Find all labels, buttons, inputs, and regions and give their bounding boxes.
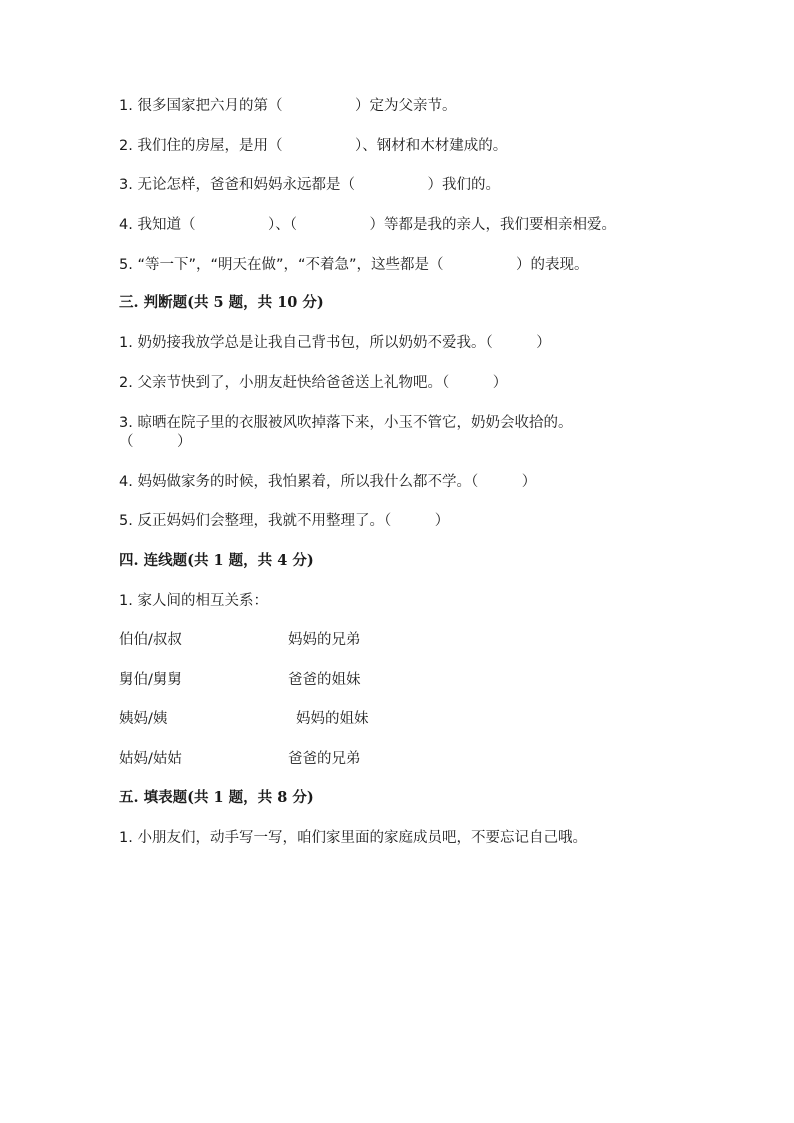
fill-blank-question-2: 2. 我们住的房屋，是用（ ）、钢材和木材建成的。: [119, 138, 508, 154]
matching-question: 1. 家人间的相互关系：: [119, 593, 268, 609]
matching-right-item: 爸爸的姐妹: [288, 672, 361, 688]
fill-blank-question-5: 5. “等一下”，“明天在做”，“不着急”，这些都是（ ）的表现。: [119, 257, 589, 273]
fill-blank-question-4: 4. 我知道（ ）、（ ）等都是我的亲人，我们要相亲相爱。: [119, 217, 616, 233]
section-heading-matching: 四. 连线题(共 1 题，共 4 分): [119, 552, 314, 569]
matching-right-item: 爸爸的兄弟: [288, 751, 361, 767]
matching-left-item: 姨妈/姨: [119, 711, 168, 727]
fill-blank-question-1: 1. 很多国家把六月的第（ ）定为父亲节。: [119, 98, 457, 114]
section-heading-table-fill: 五. 填表题(共 1 题，共 8 分): [119, 789, 314, 806]
section-heading-judge: 三. 判断题(共 5 题，共 10 分): [119, 294, 324, 311]
matching-right-item: 妈妈的兄弟: [288, 632, 361, 648]
matching-left-item: 姑妈/姑姑: [119, 751, 182, 767]
matching-left-item: 舅伯/舅舅: [119, 672, 182, 688]
judge-question-1: 1. 奶奶接我放学总是让我自己背书包，所以奶奶不爱我。（ ）: [119, 335, 551, 351]
judge-question-3: 3. 晾晒在院子里的衣服被风吹掉落下来，小玉不管它，奶奶会收拾的。: [119, 415, 573, 431]
fill-blank-question-3: 3. 无论怎样，爸爸和妈妈永远都是（ ）我们的。: [119, 177, 500, 193]
matching-left-item: 伯伯/叔叔: [119, 632, 182, 648]
judge-question-2: 2. 父亲节快到了，小朋友赶快给爸爸送上礼物吧。（ ）: [119, 375, 508, 391]
judge-question-3-bracket: （ ）: [119, 434, 192, 450]
judge-question-5: 5. 反正妈妈们会整理，我就不用整理了。（ ）: [119, 513, 450, 529]
matching-right-item: 妈妈的姐妹: [296, 711, 369, 727]
table-fill-question: 1. 小朋友们，动手写一写，咱们家里面的家庭成员吧，不要忘记自己哦。: [119, 830, 587, 846]
judge-question-4: 4. 妈妈做家务的时候，我怕累着，所以我什么都不学。（ ）: [119, 474, 537, 490]
